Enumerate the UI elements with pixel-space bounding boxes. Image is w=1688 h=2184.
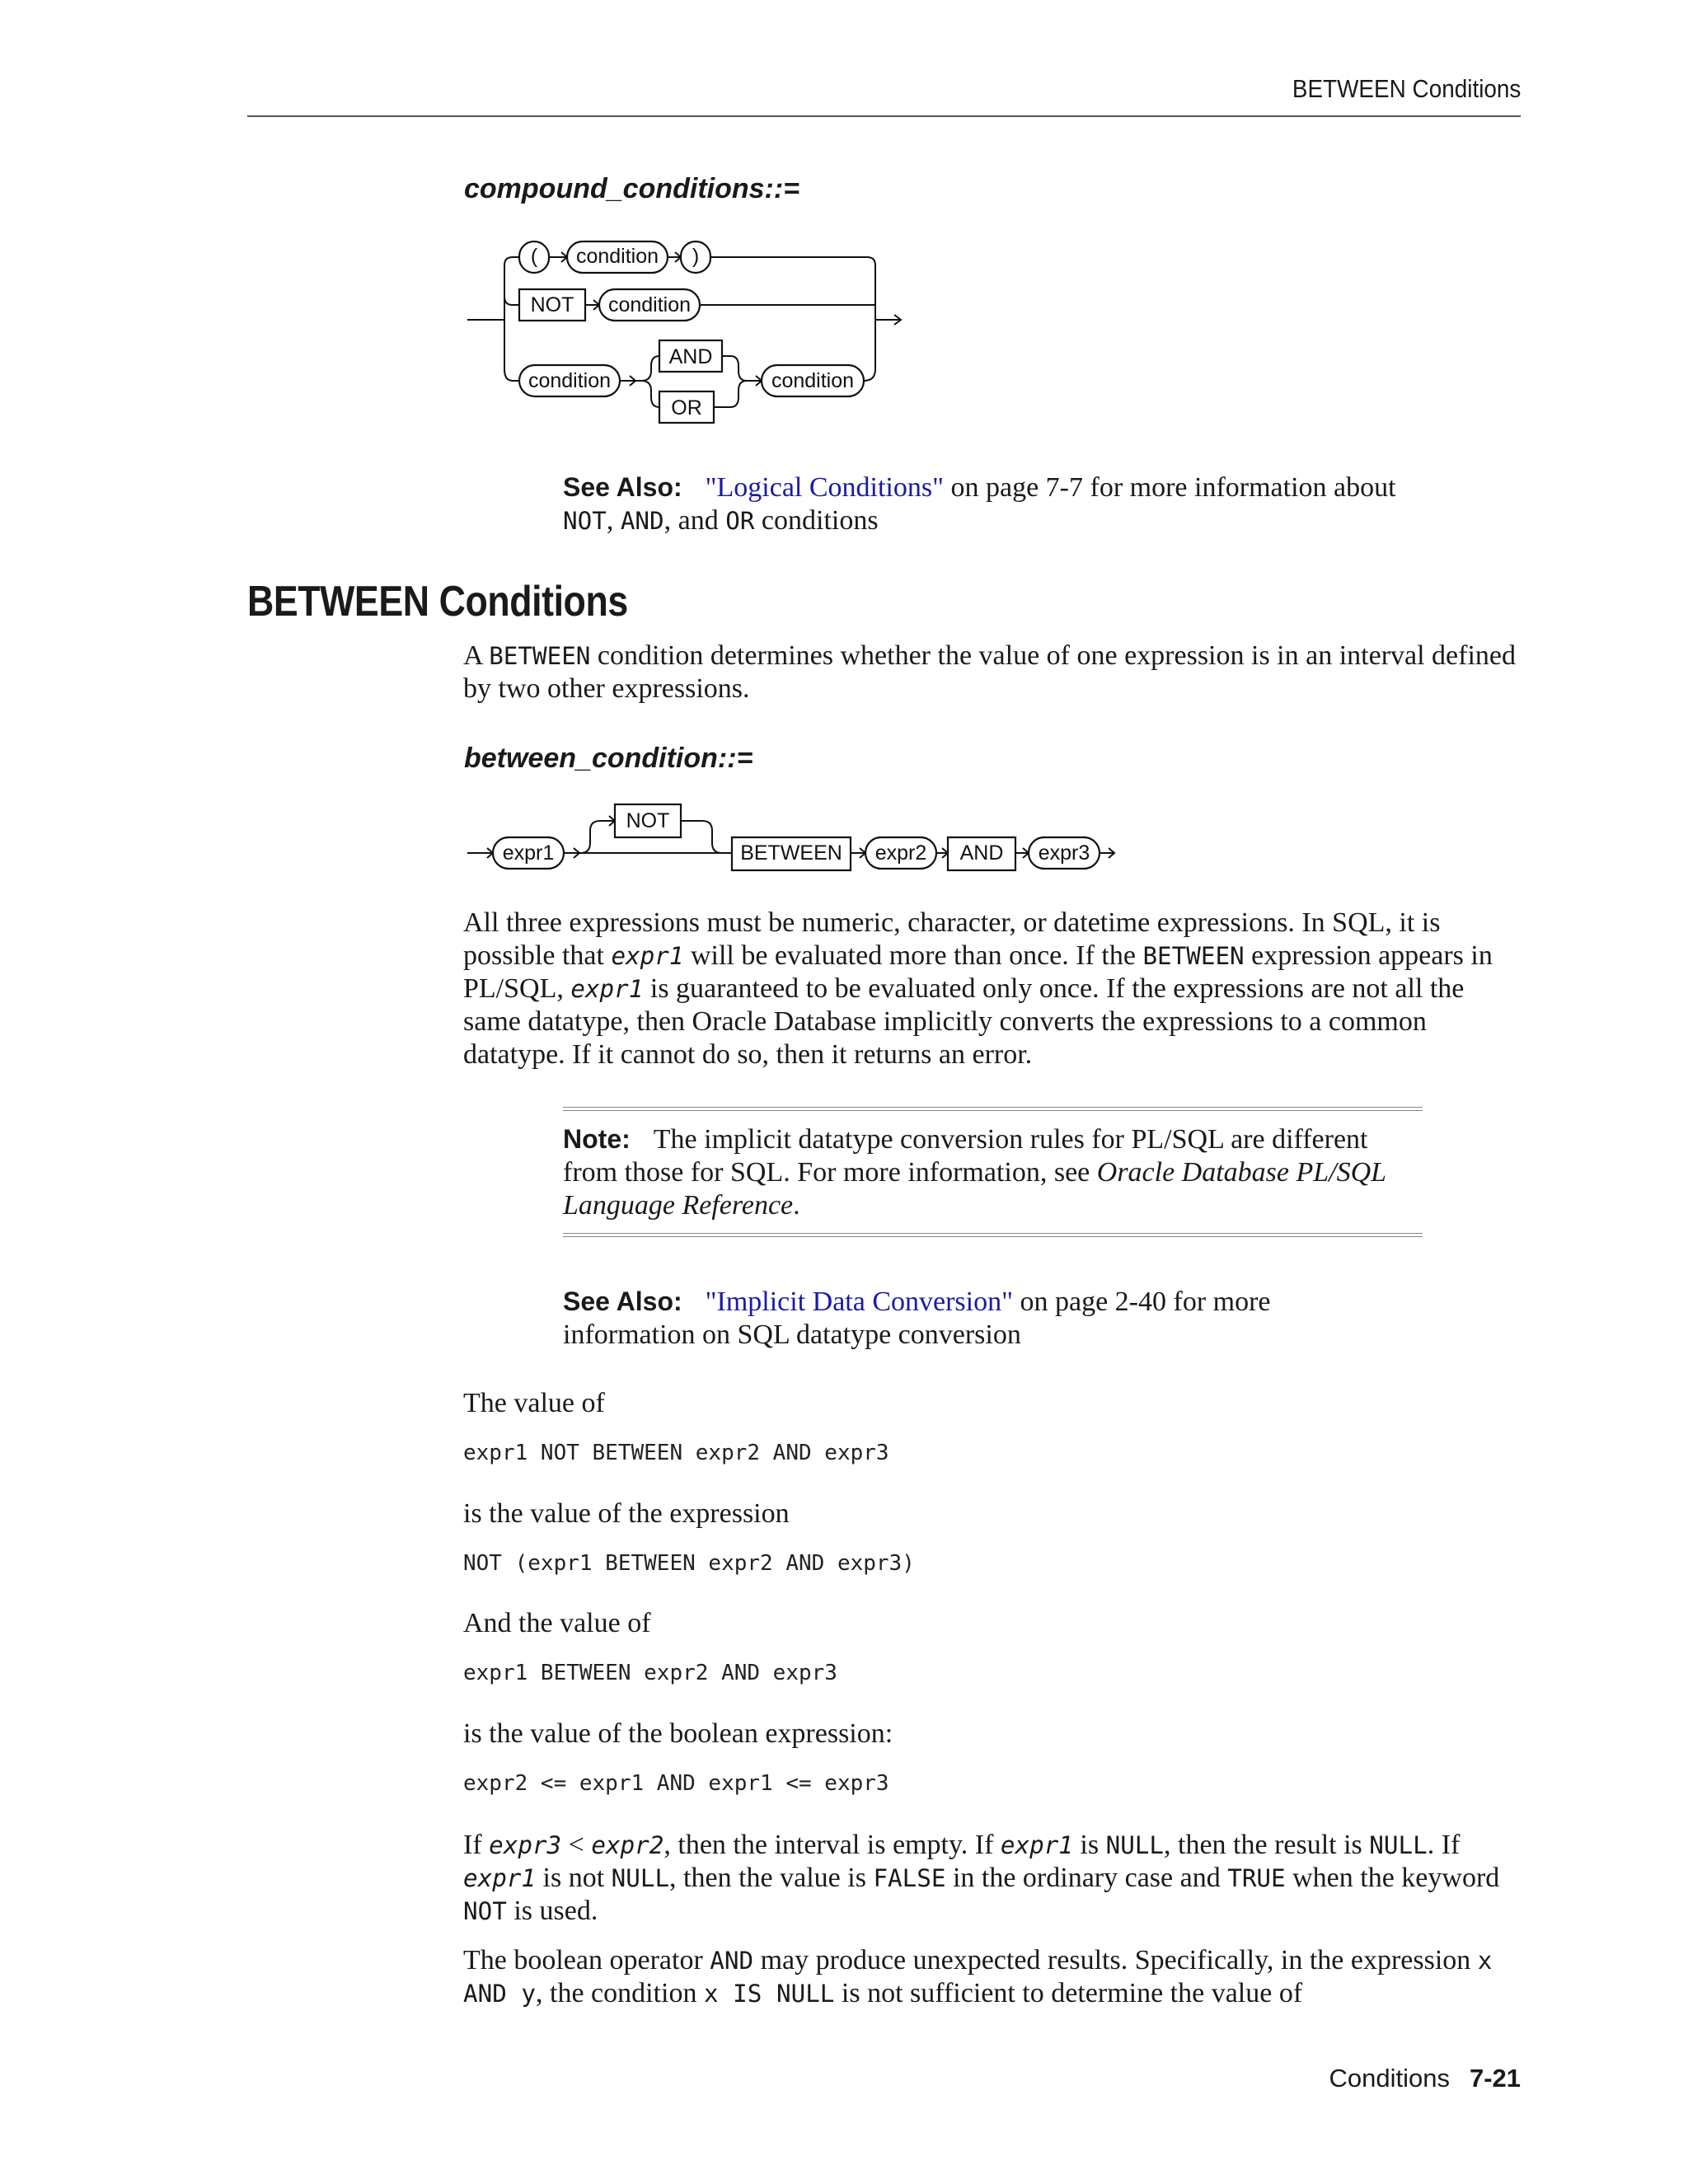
text: is not sufficient to determine the value of xyxy=(834,1978,1303,2008)
text: may produce unexpected results. Specifically, in the expression xyxy=(753,1945,1478,1975)
code-example: expr2 <= expr1 AND expr1 <= expr3 xyxy=(463,1771,889,1796)
note xyxy=(563,1122,1387,1222)
code-between: BETWEEN xyxy=(1142,942,1245,970)
between-condition-label xyxy=(464,743,753,775)
plsql-reference-title: Oracle Database PL/SQL Language Reference xyxy=(563,1157,1386,1221)
boolean-and-paragraph xyxy=(463,1944,1526,2010)
code-true: TRUE xyxy=(1227,1864,1286,1892)
not-keyword-text: NOT xyxy=(626,809,670,832)
rparen-text: ) xyxy=(692,245,700,268)
condition-text: condition xyxy=(607,293,692,316)
footer-chapter: Conditions xyxy=(1329,2064,1450,2093)
text: is not xyxy=(536,1863,612,1893)
syntax-name: compound_conditions xyxy=(464,173,765,204)
see-also-label: See Also: xyxy=(563,1286,682,1316)
code-and: AND xyxy=(620,507,664,535)
text: A xyxy=(463,640,490,671)
code-false: FALSE xyxy=(873,1864,946,1892)
header-rule xyxy=(247,115,1521,117)
code-example: NOT (expr1 BETWEEN expr2 AND expr3) xyxy=(463,1551,915,1576)
code-example: expr1 NOT BETWEEN expr2 AND expr3 xyxy=(463,1441,889,1465)
lparen-text: ( xyxy=(530,245,538,268)
example-text: And the value of xyxy=(463,1608,651,1638)
code-expr1: expr1 xyxy=(611,942,684,970)
text: , then the interval is empty. If xyxy=(663,1830,1001,1860)
code-null: NULL xyxy=(611,1864,670,1892)
compound-conditions-diagram xyxy=(462,231,923,437)
expr2-text: expr2 xyxy=(874,841,927,865)
text: expression appears in PL/SQL, xyxy=(463,940,1493,1004)
code-expr1: expr1 xyxy=(463,1864,537,1892)
text: . If xyxy=(1427,1830,1461,1860)
see-also-label: See Also: xyxy=(563,472,682,502)
text: If xyxy=(463,1830,490,1860)
code-and: AND xyxy=(710,1947,754,1975)
and-keyword-text: AND xyxy=(959,841,1004,865)
text: on page 7-7 for more information about xyxy=(944,472,1396,503)
text: is guaranteed to be evaluated only once. If the expressions are not all the same datatype, then Oracle Database implicitly converts the expressions to a common datatype. If it cannot do so, then it returns an error. xyxy=(463,973,1465,1070)
page-number: 7-21 xyxy=(1469,2064,1521,2093)
text: , and xyxy=(663,505,726,536)
code-expr2: expr2 xyxy=(591,1831,664,1859)
note-top-rule xyxy=(563,1107,1423,1111)
code-x-and-y: x AND y xyxy=(463,1947,1493,2008)
running-header: BETWEEN Conditions xyxy=(1292,74,1521,103)
code-expr3: expr3 xyxy=(489,1831,562,1859)
not-keyword-text: NOT xyxy=(530,293,574,316)
text: , then the result is xyxy=(1164,1830,1370,1860)
code-or: OR xyxy=(725,507,755,535)
see-also-implicit-conversion xyxy=(563,1285,1404,1352)
and-keyword-text: AND xyxy=(668,345,713,368)
code-example: expr1 BETWEEN expr2 AND expr3 xyxy=(463,1661,837,1685)
code-null: NULL xyxy=(1105,1831,1164,1859)
text: in the ordinary case and xyxy=(945,1863,1228,1893)
example-text: is the value of the expression xyxy=(463,1498,790,1529)
text: conditions xyxy=(754,505,879,536)
see-also-logical-conditions xyxy=(563,471,1445,537)
text: , xyxy=(606,505,621,536)
text: . xyxy=(793,1190,800,1221)
logical-conditions-link[interactable]: "Logical Conditions" xyxy=(705,472,944,503)
intro-paragraph xyxy=(463,640,1526,705)
compound-conditions-label xyxy=(464,173,799,205)
or-keyword-text: OR xyxy=(671,396,702,419)
page-footer xyxy=(1329,2064,1521,2093)
text: will be evaluated more than once. If the xyxy=(683,940,1143,971)
text: is xyxy=(1072,1830,1106,1860)
condition-text: condition xyxy=(575,245,659,268)
syntax-name: between_condition xyxy=(464,743,718,774)
text: is used. xyxy=(506,1896,598,1926)
text: on page 2-40 for more information on SQL datatype conversion xyxy=(563,1286,1271,1350)
text: The implicit datatype conversion rules for PL/SQL are different from those for SQL. For more information, see xyxy=(563,1124,1368,1188)
example-text: is the value of the boolean expression: xyxy=(463,1718,893,1749)
section-heading: BETWEEN Conditions xyxy=(247,578,628,626)
between-condition-diagram xyxy=(462,795,1121,882)
text: condition determines whether the value of one expression is in an interval defined by two other expressions. xyxy=(463,640,1517,704)
text: < xyxy=(561,1830,592,1860)
code-expr1: expr1 xyxy=(570,975,644,1003)
datatype-paragraph xyxy=(463,907,1526,1071)
code-x-is-null: x IS NULL xyxy=(703,1980,835,2008)
text: The boolean operator xyxy=(463,1945,710,1975)
between-keyword-text: BETWEEN xyxy=(740,841,842,865)
code-not: NOT xyxy=(463,1897,507,1925)
syntax-suffix: ::= xyxy=(764,173,800,204)
code-between: BETWEEN xyxy=(489,642,591,670)
example-text: The value of xyxy=(463,1388,605,1418)
code-null: NULL xyxy=(1369,1831,1428,1859)
text: when the keyword xyxy=(1285,1863,1500,1893)
syntax-suffix: ::= xyxy=(717,743,753,774)
text: , the condition xyxy=(536,1978,704,2008)
text: All three expressions must be numeric, character, or datetime expressions. In SQL, it is possible that xyxy=(463,907,1441,971)
implicit-data-conversion-link[interactable]: "Implicit Data Conversion" xyxy=(705,1286,1013,1317)
expr3-text: expr3 xyxy=(1038,841,1090,865)
null-paragraph xyxy=(463,1829,1526,1928)
condition-text: condition xyxy=(771,369,855,392)
condition-text: condition xyxy=(528,369,612,392)
expr1-text: expr1 xyxy=(502,841,555,865)
code-not: NOT xyxy=(563,507,607,535)
text: , then the value is xyxy=(669,1863,874,1893)
code-expr1: expr1 xyxy=(1000,1831,1073,1859)
note-label: Note: xyxy=(563,1124,631,1154)
note-bottom-rule xyxy=(563,1233,1423,1237)
